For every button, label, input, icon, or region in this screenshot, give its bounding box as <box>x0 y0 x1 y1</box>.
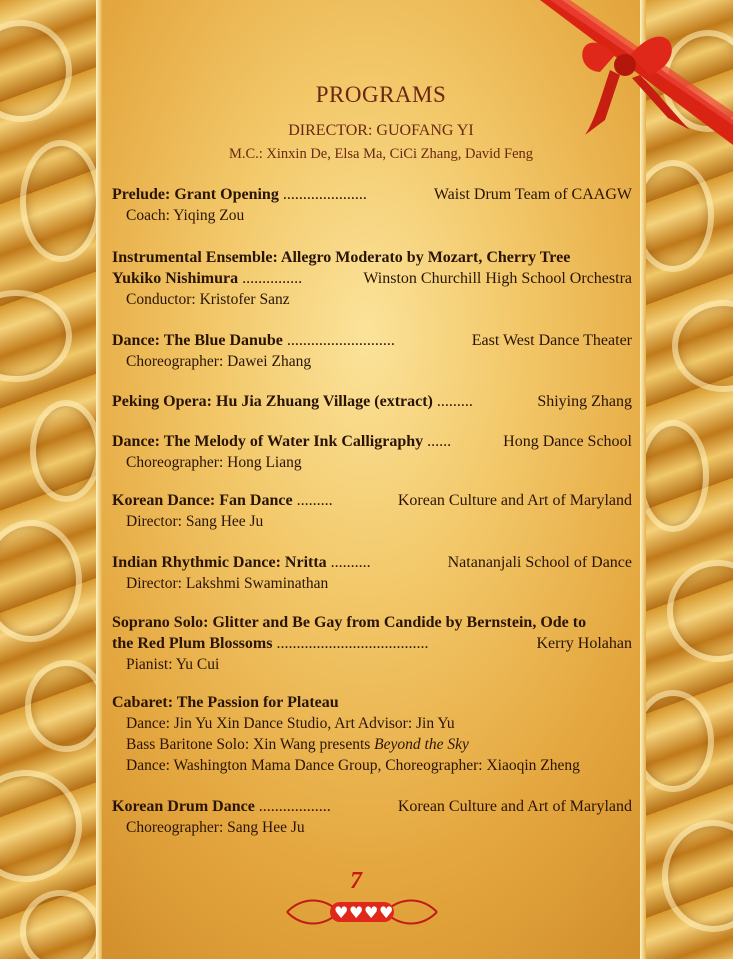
item-detail <box>112 734 632 755</box>
item-leader: ...... <box>427 433 452 450</box>
item-leader: .................. <box>258 798 331 815</box>
svg-text:♥: ♥ <box>349 903 364 922</box>
item-performer: Winston Churchill High School Orchestra <box>363 270 632 287</box>
item-title: Peking Opera: Hu Jia Zhuang Village (extract) <box>112 393 433 410</box>
item-title-continued: the Red Plum Blossoms <box>112 635 273 652</box>
item-performer: Shiying Zhang <box>537 393 632 410</box>
item-title: Dance: The Blue Danube <box>112 332 283 349</box>
program-item <box>112 552 632 594</box>
item-credit: Choreographer: Hong Liang <box>126 454 302 471</box>
item-title: Prelude: Grant Opening <box>112 186 279 203</box>
item-detail: Dance: Washington Mama Dance Group, Choreographer: Xiaoqin Zheng <box>126 757 580 774</box>
program-item <box>112 247 632 310</box>
item-detail-italic: Beyond the Sky <box>374 736 469 753</box>
item-detail: Dance: Jin Yu Xin Dance Studio, Art Advisor: Jin Yu <box>126 715 455 732</box>
item-performer: Natananjali School of Dance <box>447 554 632 571</box>
program-item <box>112 184 632 226</box>
item-leader: ............... <box>242 270 303 287</box>
program-item <box>112 431 632 473</box>
program-item <box>112 391 632 412</box>
svg-text:♥: ♥ <box>379 903 394 922</box>
item-performer: Hong Dance School <box>503 433 632 450</box>
item-performer: East West Dance Theater <box>471 332 632 349</box>
item-detail-prefix: Bass Baritone Solo: Xin Wang presents <box>126 736 375 753</box>
left-ornament-border <box>0 0 98 959</box>
program-item <box>112 796 632 838</box>
item-credit: Pianist: Yu Cui <box>126 656 220 673</box>
item-leader: .......... <box>330 554 371 571</box>
item-credit: Choreographer: Sang Hee Ju <box>126 819 305 836</box>
item-performer: Kerry Holahan <box>536 635 632 652</box>
item-title: Cabaret: The Passion for Plateau <box>112 694 339 711</box>
item-title: Korean Dance: Fan Dance <box>112 492 293 509</box>
item-leader: ...................................... <box>276 635 429 652</box>
page-title: PROGRAMS <box>315 82 447 107</box>
item-performer: Korean Culture and Art of Maryland <box>397 798 632 815</box>
item-performer: Korean Culture and Art of Maryland <box>397 492 632 509</box>
svg-text:♥: ♥ <box>364 903 379 922</box>
program-item <box>112 692 632 776</box>
item-title: Instrumental Ensemble: Allegro Moderato by Mozart, Cherry Tree <box>112 249 571 266</box>
item-leader: ......... <box>436 393 473 410</box>
program-item <box>112 490 632 532</box>
program-item <box>112 612 632 675</box>
item-title-continued: Yukiko Nishimura <box>112 270 239 287</box>
director-line: DIRECTOR: GUOFANG YI <box>288 122 474 139</box>
item-leader: ......... <box>296 492 333 509</box>
item-credit: Director: Lakshmi Swaminathan <box>126 575 329 592</box>
hearts-ornament-icon <box>282 892 442 932</box>
item-title: Indian Rhythmic Dance: Nritta <box>112 554 327 571</box>
item-title: Dance: The Melody of Water Ink Calligraphy <box>112 433 424 450</box>
item-credit: Choreographer: Dawei Zhang <box>126 353 312 370</box>
item-credit: Director: Sang Hee Ju <box>126 513 264 530</box>
item-leader: ........................... <box>286 332 395 349</box>
svg-text:♥: ♥ <box>334 903 349 922</box>
left-border-edge <box>96 0 102 959</box>
item-leader: ..................... <box>282 186 367 203</box>
item-credit: Conductor: Kristofer Sanz <box>126 291 290 308</box>
page-number: 7 <box>350 868 362 894</box>
item-performer: Waist Drum Team of CAAGW <box>433 186 632 203</box>
item-credit: Coach: Yiqing Zou <box>126 207 245 224</box>
mc-line: M.C.: Xinxin De, Elsa Ma, CiCi Zhang, David Feng <box>228 146 534 162</box>
item-title: Korean Drum Dance <box>112 798 255 815</box>
program-item <box>112 330 632 372</box>
item-title: Soprano Solo: Glitter and Be Gay from Candide by Bernstein, Ode to <box>112 614 587 631</box>
